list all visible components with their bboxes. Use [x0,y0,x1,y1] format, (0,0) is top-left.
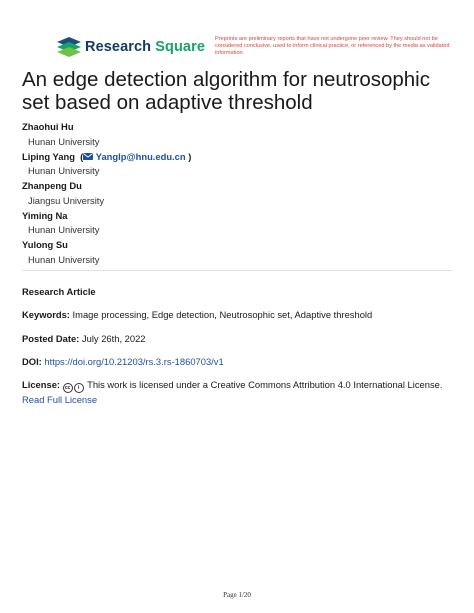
author-entry [22,179,452,208]
posted-date-line [22,332,452,345]
keywords-label: Keywords: [22,309,70,320]
author-affiliation: Jiangsu University [28,194,105,206]
author-affiliation: Hunan University [28,135,100,147]
license-line [22,378,452,393]
author-affiliation: Hunan University [28,224,100,235]
logo-word-square: Square [155,39,205,55]
article-type: Research Article [22,286,96,297]
research-square-logo[interactable] [56,36,205,58]
research-square-logo-icon [56,36,82,58]
section-divider [22,270,452,271]
keywords-line [22,308,452,321]
paper-title: An edge detection algorithm for neutrosophic set based on adaptive threshold [22,68,430,114]
doi-link[interactable]: https://doi.org/10.21203/rs.3.rs-1860703/v1 [44,356,224,367]
logo-word-research: Research [85,39,152,55]
license-text: This work is licensed under a Creative Commons Attribution 4.0 International License. [87,379,443,390]
doi-line [22,355,452,368]
cc-icon: cc [63,383,73,393]
author-list [22,120,452,268]
license-label: License: [22,379,61,390]
preprint-disclaimer: Preprints are preliminary reports that have not undergone peer review. They should not be considered conclusive, used to inform clinical practice, or referenced by the media as validated information. [215,36,450,57]
author-entry [22,150,452,179]
by-icon: i [74,383,84,393]
author-name: Liping Yang [22,150,75,162]
author-name: Yiming Na [22,209,68,221]
author-name: Zhaohui Hu [22,121,74,132]
author-name-with-email: Liping Yang ( Yanglp@hnu.edu.cn ) [22,150,192,162]
doi-label: DOI: [22,356,42,367]
author-entry [22,120,452,149]
posted-date-label: Posted Date: [22,333,80,344]
author-entry [22,238,452,267]
read-full-license-link[interactable]: Read Full License [22,394,98,405]
license-block [22,378,452,406]
author-email-link[interactable]: Yanglp@hnu.edu.cn [95,150,186,162]
logo-text [85,39,205,55]
author-entry [22,209,452,238]
author-affiliation: Hunan University [28,253,100,265]
envelope-icon [83,153,93,160]
author-affiliation: Hunan University [28,165,100,176]
posted-date-value: July 26th, 2022 [81,333,146,344]
page-number: Page 1/20 [223,591,251,599]
author-name: Zhanpeng Du [22,180,82,191]
author-name: Yulong Su [22,239,68,250]
keywords-value: Image processing, Edge detection, Neutrosophic set, Adaptive threshold [72,309,373,320]
header [56,36,456,62]
